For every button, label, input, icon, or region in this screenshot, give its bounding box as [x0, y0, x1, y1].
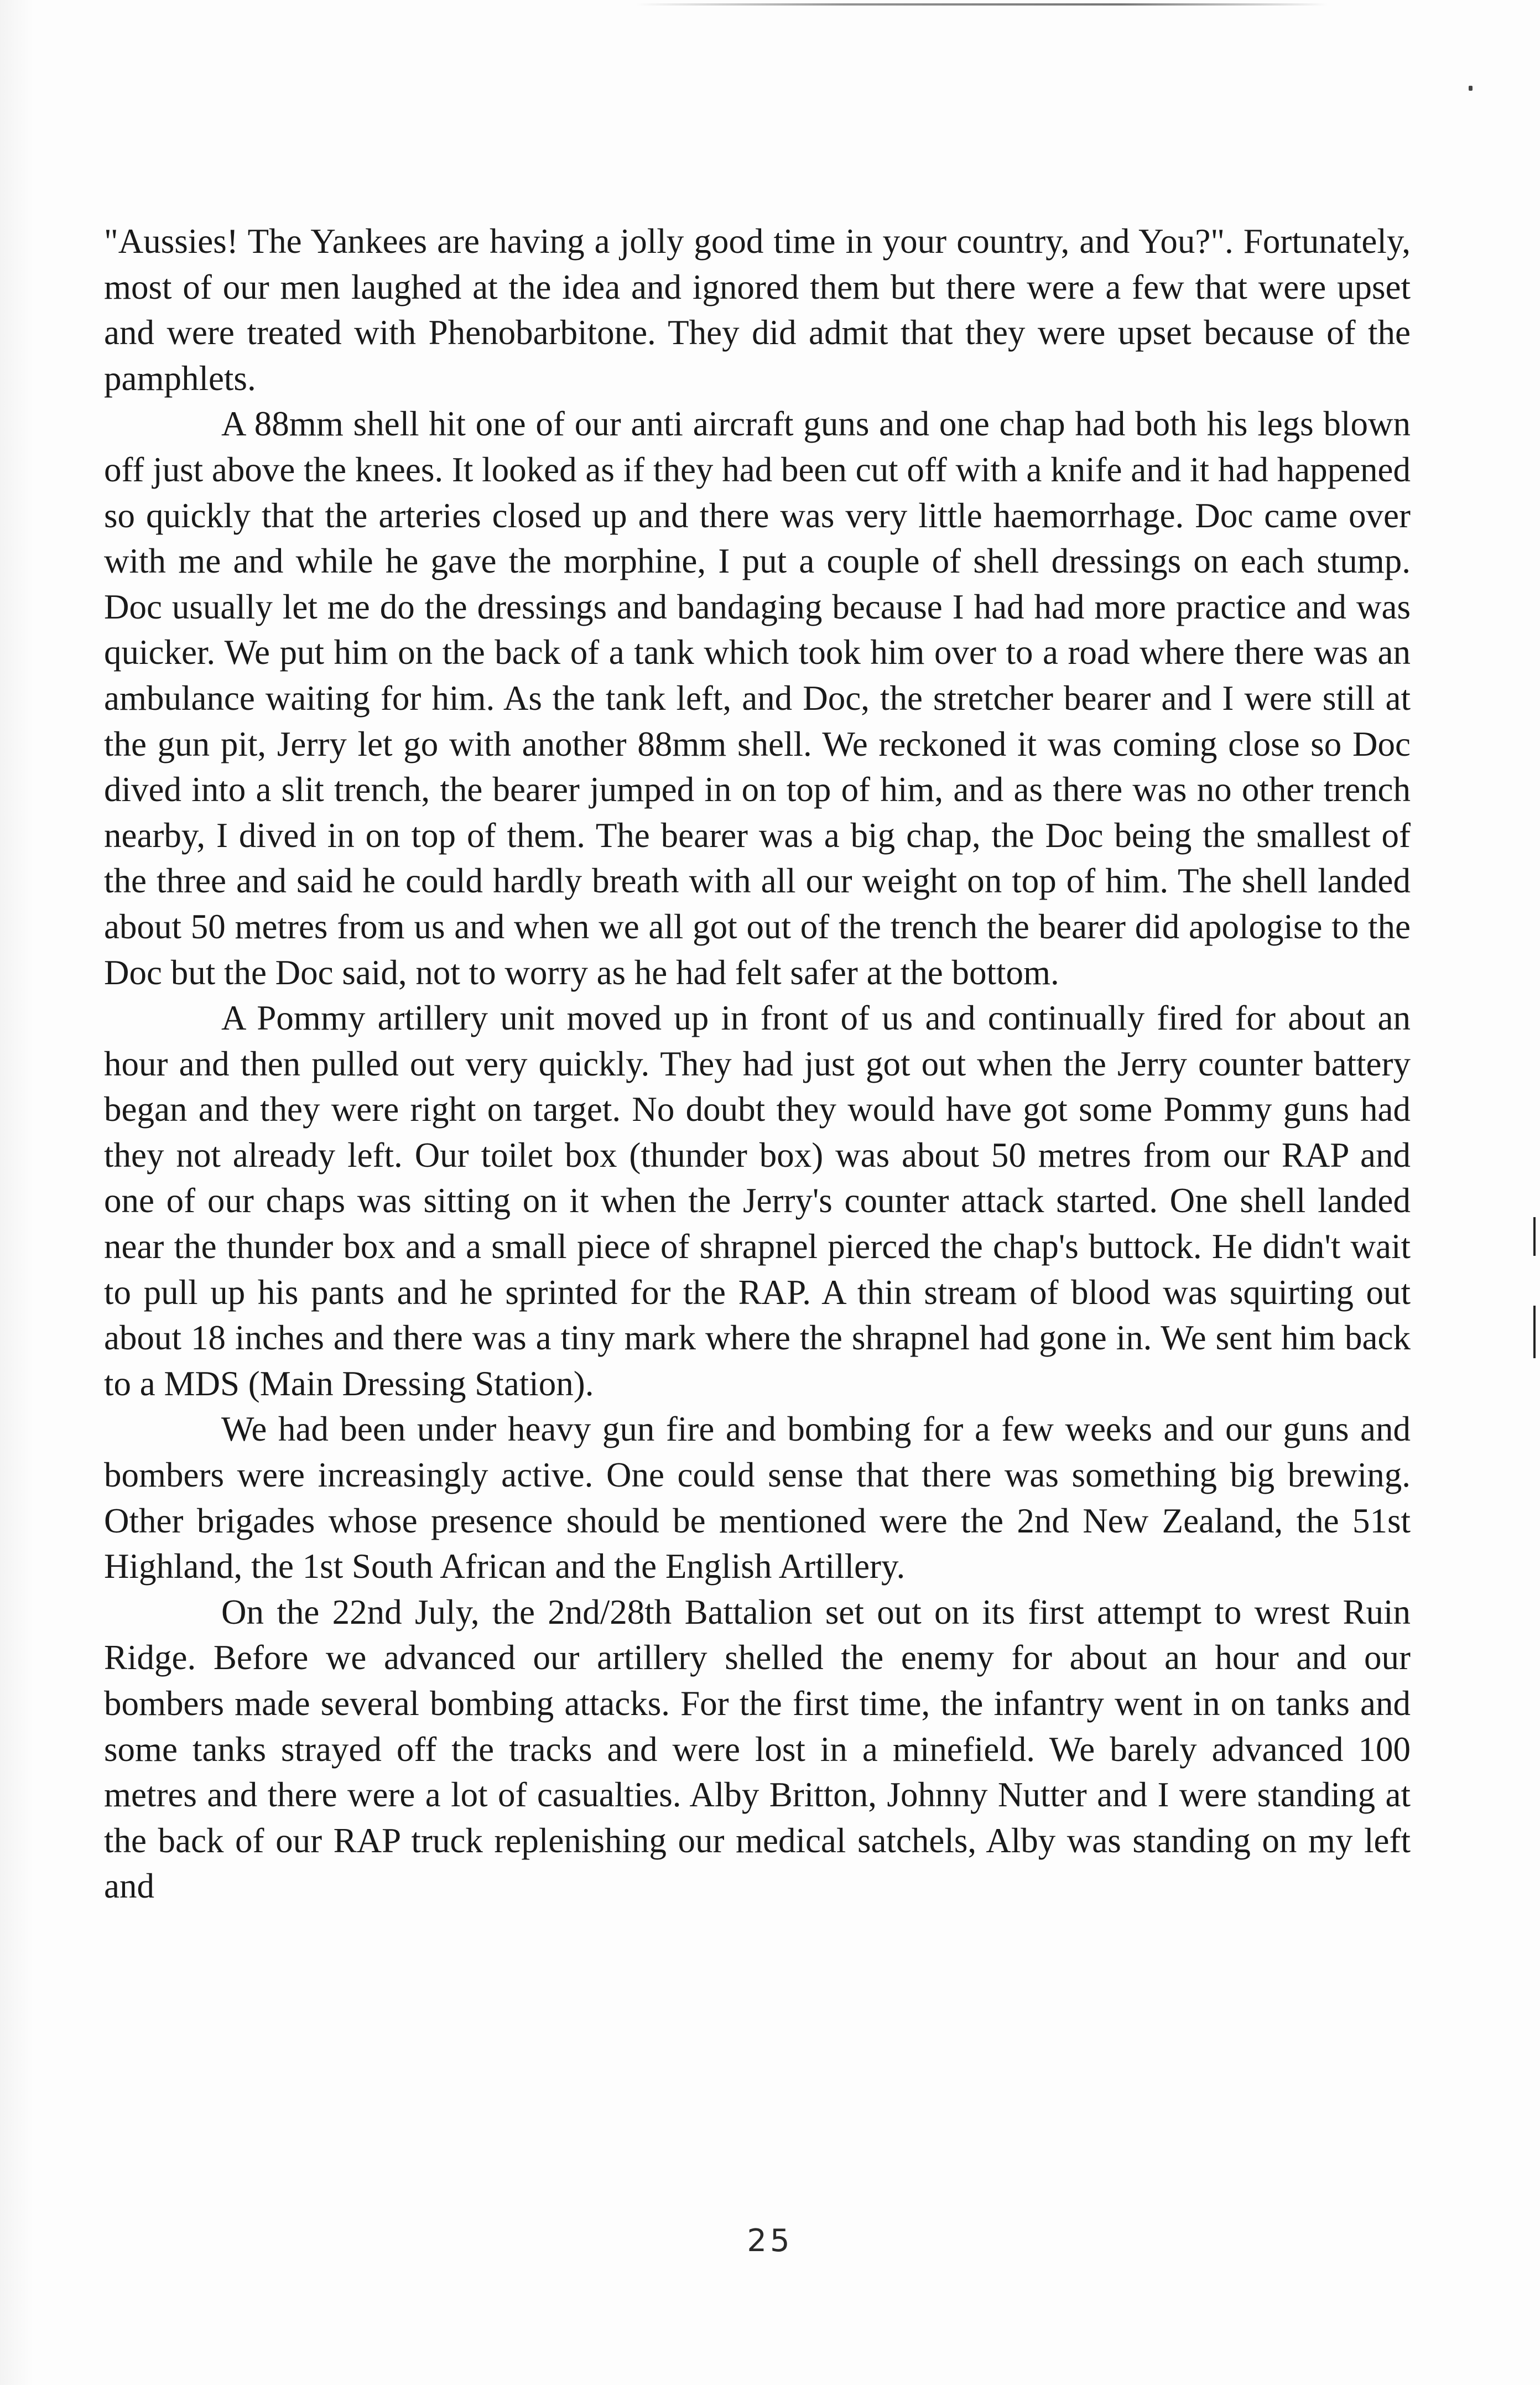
scan-edge-mark: [1533, 1306, 1536, 1358]
scan-edge-mark: [1533, 1217, 1536, 1256]
paragraph-1: "Aussies! The Yankees are having a jolly good time in your country, and You?". Fortunately, most of our men laughed at the idea and ignored them but there were a few that were upset and were treated with Phenobarbitone. They did admit that they were upset because of the pamphlets.: [104, 222, 1411, 398]
scan-top-rule: [636, 3, 1328, 6]
page-number: 25: [747, 2223, 793, 2259]
paragraph-3: A Pommy artillery unit moved up in front of us and continually fired for about an hour and then pulled out very quickly. They had just got out when the Jerry counter battery began and they were right on target. No doubt they would have got some Pommy guns had they not already left. Our toilet box (thunder box) was about 50 metres from our RAP and one of our chaps was sitting on it when the Jerry's counter attack started. One shell landed near the thunder box and a small piece of shrapnel pierced the chap's buttock. He didn't wait to pull up his pants and he sprinted for the RAP. A thin stream of blood was squirting out about 18 inches and there was a tiny mark where the shrapnel had gone in. We sent him back to a MDS (Main Dressing Station).: [104, 999, 1411, 1403]
paragraph-5: On the 22nd July, the 2nd/28th Battalion set out on its first attempt to wrest Ruin Ridge. Before we advanced our artillery shelled the enemy for about an hour and our bombers made several bombing attacks. For the first time, the infantry went in on tanks and some tanks strayed off the tracks and were lost in a minefield. We barely advanced 100 metres and there were a lot of casualties. Alby Britton, Johnny Nutter and I were standing at the back of our RAP truck replenishing our medical satchels, Alby was standing on my left and: [104, 1592, 1411, 1906]
scan-speck: [1469, 86, 1473, 91]
paragraph-2: A 88mm shell hit one of our anti aircraft guns and one chap had both his legs blown off just above the knees. It looked as if they had been cut off with a knife and it had happened so quickly that the arteries closed up and there was very little haemorrhage. Doc came over with me and while he gave the morphine, I put a couple of shell dressings on each stump. Doc usually let me do the dressings and bandaging because I had had more practice and was quicker. We put him on the back of a tank which took him over to a road where there was an ambulance waiting for him. As the tank left, and Doc, the stretcher bearer and I were still at the gun pit, Jerry let go with another 88mm shell. We reckoned it was coming close so Doc dived into a slit trench, the bearer jumped in on top of him, and as there was no other trench nearby, I dived in on top of them. The bearer was a big chap, the Doc being the smallest of the three and said he could hardly breath with all our weight on top of him. The shell landed about 50 metres from us and when we all got out of the trench the bearer did apologise to the Doc but the Doc said, not to worry as he had felt safer at the bottom.: [104, 404, 1411, 992]
paragraph-4: We had been under heavy gun fire and bombing for a few weeks and our guns and bombers were increasingly active. One could sense that there was something big brewing. Other brigades whose presence should be mentioned were the 2nd New Zealand, the 51st Highland, the 1st South African and the English Artillery.: [104, 1410, 1411, 1586]
scan-edge-shadow: [0, 0, 33, 2385]
body-text: [104, 219, 1411, 1909]
